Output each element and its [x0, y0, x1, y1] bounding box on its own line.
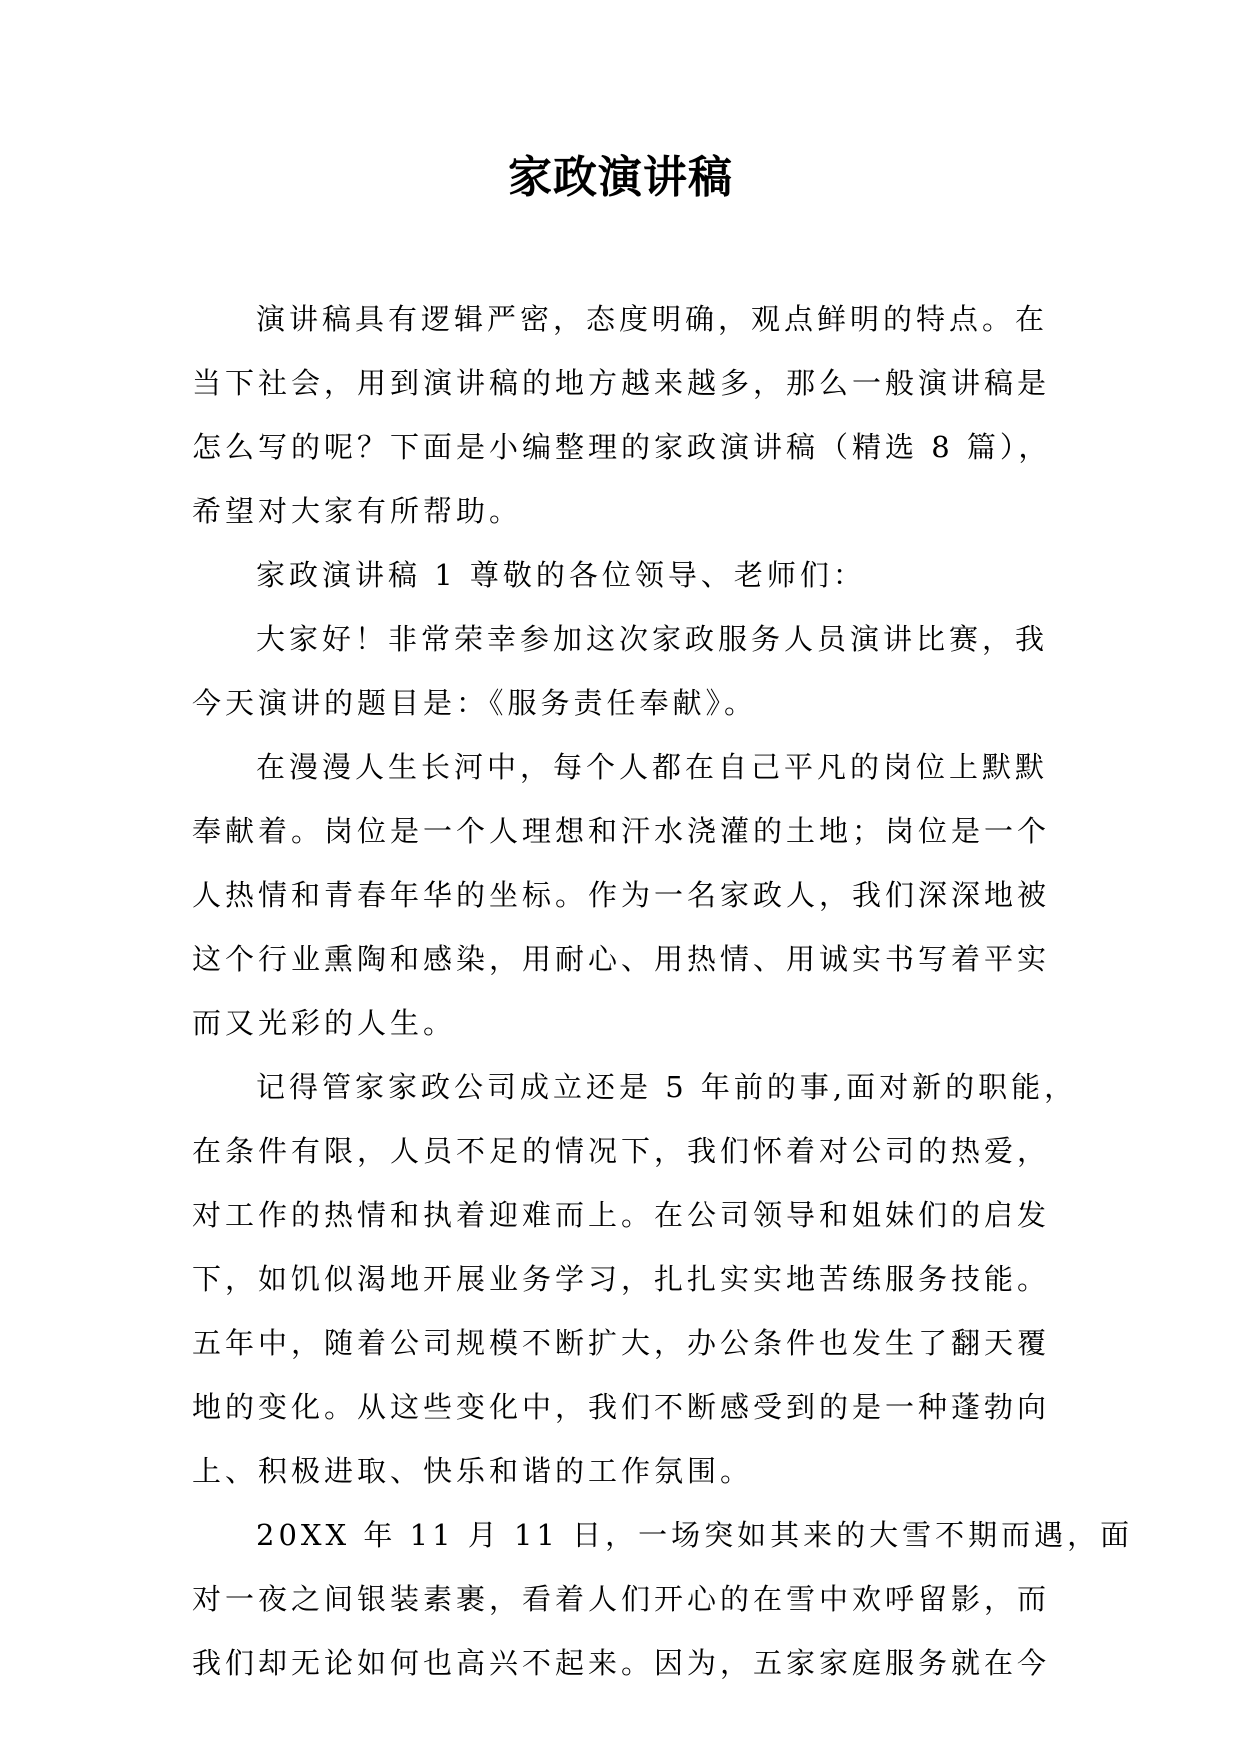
paragraph-4-line-1: 在漫漫人生长河中，每个人都在自己平凡的岗位上默默	[256, 750, 1049, 784]
paragraph-4-line-5: 而又光彩的人生。	[192, 1006, 457, 1040]
paragraph-5-line-1: 记得管家家政公司成立还是 5 年前的事,面对新的职能，	[256, 1070, 1078, 1104]
paragraph-6-line-2: 对一夜之间银装素裹，看着人们开心的在雪中欢呼留影，而	[192, 1582, 1051, 1616]
paragraph-5-line-7: 上、积极进取、快乐和谐的工作氛围。	[192, 1454, 754, 1488]
paragraph-5-line-6: 地的变化。从这些变化中，我们不断感受到的是一种蓬勃向	[192, 1390, 1051, 1424]
paragraph-1-line-1: 演讲稿具有逻辑严密，态度明确，观点鲜明的特点。在	[256, 302, 1049, 336]
paragraph-5-line-3: 对工作的热情和执着迎难而上。在公司领导和姐妹们的启发	[192, 1198, 1051, 1232]
paragraph-1-line-2: 当下社会，用到演讲稿的地方越来越多，那么一般演讲稿是	[192, 366, 1051, 400]
paragraph-1-line-4: 希望对大家有所帮助。	[192, 494, 523, 528]
paragraph-5-line-5: 五年中，随着公司规模不断扩大，办公条件也发生了翻天覆	[192, 1326, 1051, 1360]
paragraph-4-line-3: 人热情和青春年华的坐标。作为一名家政人，我们深深地被	[192, 878, 1051, 912]
paragraph-5-line-2: 在条件有限，人员不足的情况下，我们怀着对公司的热爱，	[192, 1134, 1051, 1168]
paragraph-4-line-4: 这个行业熏陶和感染，用耐心、用热情、用诚实书写着平实	[192, 942, 1051, 976]
paragraph-3-line-2: 今天演讲的题目是：《服务责任奉献》。	[192, 686, 758, 720]
paragraph-3-line-1: 大家好！非常荣幸参加这次家政服务人员演讲比赛，我	[256, 622, 1049, 656]
paragraph-6-line-1: 20XX 年 11 月 11 日，一场突如其来的大雪不期而遇，面	[256, 1518, 1134, 1552]
document-title: 家政演讲稿	[508, 152, 733, 203]
paragraph-6-line-3: 我们却无论如何也高兴不起来。因为，五家家庭服务就在今	[192, 1646, 1051, 1680]
paragraph-1-line-3: 怎么写的呢？下面是小编整理的家政演讲稿（精选 8 篇），	[192, 430, 1052, 464]
paragraph-5-line-4: 下，如饥似渴地开展业务学习，扎扎实实地苦练服务技能。	[192, 1262, 1051, 1296]
paragraph-2-line-1: 家政演讲稿 1 尊敬的各位领导、老师们：	[256, 558, 866, 592]
paragraph-4-line-2: 奉献着。岗位是一个人理想和汗水浇灌的土地；岗位是一个	[192, 814, 1051, 848]
document-body	[192, 287, 1134, 1695]
